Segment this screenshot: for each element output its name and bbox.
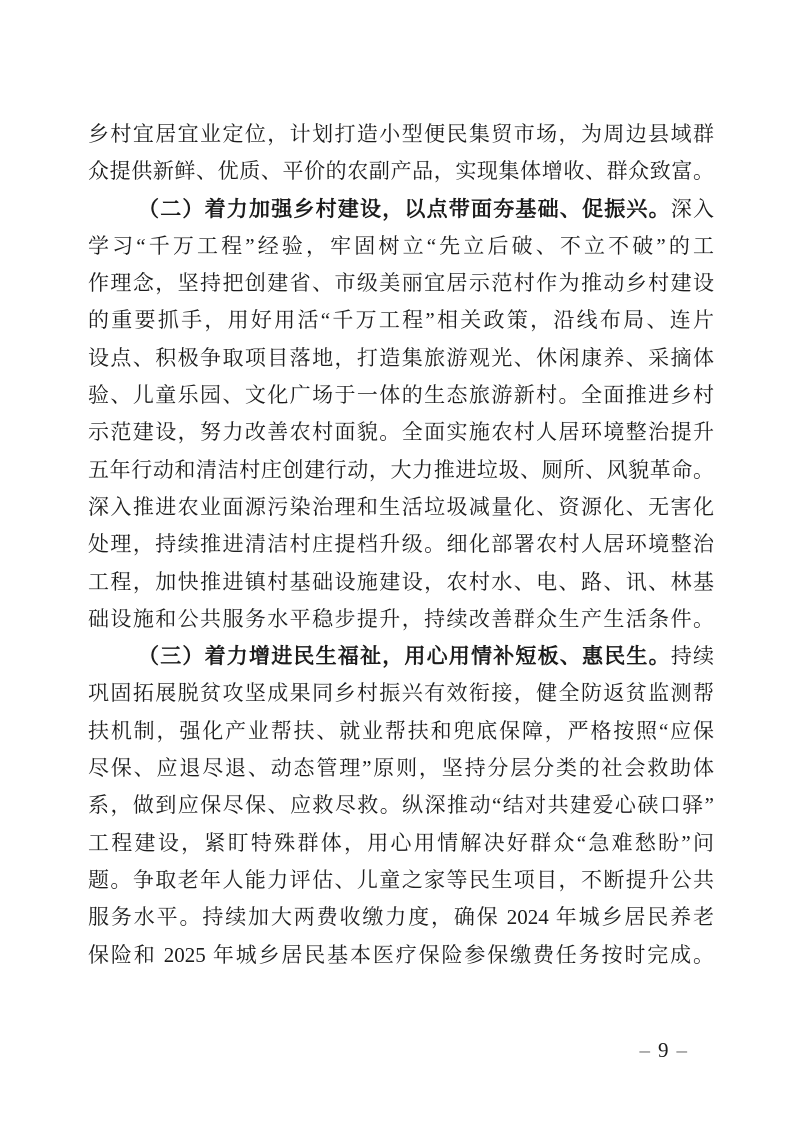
body-text: 乡村宜居宜业定位，计划打造小型便民集贸市场，为周边县域群 [88, 122, 714, 146]
body-text: 持续 [670, 644, 714, 669]
text-line [88, 116, 714, 153]
body-text: 服务水平。持续加大两费收缴力度，确保 2024 年城乡居民养老 [88, 905, 714, 930]
text-line [88, 825, 714, 862]
body-text: 五年行动和清洁村庄创建行动，大力推进垃圾、厕所、风貌革命。 [88, 457, 714, 482]
text-line [88, 937, 714, 974]
section-heading-text: （三）着力增进民生福祉，用心用情补短板、惠民生。 [138, 644, 671, 669]
text-line [88, 489, 714, 526]
text-line [88, 638, 714, 675]
text-line [88, 601, 714, 638]
text-line [88, 414, 714, 451]
body-text: 众提供新鲜、优质、平价的农副产品，实现集体增收、群众致富。 [88, 159, 714, 184]
body-text: 深入 [670, 196, 714, 221]
body-text: 作理念，坚持把创建省、市级美丽宜居示范村作为推动乡村建设 [88, 271, 714, 296]
text-line [88, 787, 714, 824]
text-line [88, 228, 714, 265]
body-text: 设点、积极争取项目落地，打造集旅游观光、休闲康养、采摘体 [88, 345, 714, 370]
page-number: 9 [658, 1038, 670, 1062]
page-number-dash-right: – [676, 1038, 688, 1062]
text-line [88, 675, 714, 712]
text-line [88, 153, 714, 190]
body-text: 的重要抓手，用好用活“千万工程”相关政策，沿线布局、连片 [88, 308, 714, 333]
body-text: 学习“千万工程”经验，牢固树立“先立后破、不立不破”的工 [88, 233, 714, 258]
page-number-dash-left: – [639, 1038, 651, 1062]
text-line [88, 191, 714, 228]
text-line [88, 265, 714, 302]
text-line [88, 377, 714, 414]
document-body [88, 116, 714, 974]
text-line [88, 526, 714, 563]
body-text: 处理，持续推进清洁村庄提档升级。细化部署农村人居环境整治 [88, 532, 714, 557]
body-text: 尽保、应退尽退、动态管理”原则，坚持分层分类的社会救助体 [88, 756, 714, 781]
body-text: 示范建设，努力改善农村面貌。全面实施农村人居环境整治提升 [88, 420, 714, 445]
body-text: 系，做到应保尽保、应救尽救。纵深推动“结对共建爱心硖口驿” [88, 793, 714, 818]
text-line [88, 713, 714, 750]
section-heading-text: （二）着力加强乡村建设，以点带面夯基础、促振兴。 [138, 196, 671, 221]
text-line [88, 452, 714, 489]
body-text: 础设施和公共服务水平稳步提升，持续改善群众生产生活条件。 [88, 606, 714, 631]
body-text: 题。争取老年人能力评估、儿童之家等民生项目，不断提升公共 [88, 867, 714, 892]
text-line [88, 302, 714, 339]
text-line [88, 862, 714, 899]
text-line [88, 340, 714, 377]
body-text: 工程建设，紧盯特殊群体，用心用情解决好群众“急难愁盼”问 [88, 830, 714, 855]
body-text: 巩固拓展脱贫攻坚成果同乡村振兴有效衔接，健全防返贫监测帮 [88, 681, 714, 706]
text-line [88, 750, 714, 787]
page-footer [633, 1038, 696, 1063]
body-text: 验、儿童乐园、文化广场于一体的生态旅游新村。全面推进乡村 [88, 383, 714, 408]
text-line [88, 564, 714, 601]
body-text: 保险和 2025 年城乡居民基本医疗保险参保缴费任务按时完成。 [88, 942, 714, 967]
text-line [88, 899, 714, 936]
body-text: 工程，加快推进镇村基础设施建设，农村水、电、路、讯、林基 [88, 569, 714, 594]
body-text: 扶机制，强化产业帮扶、就业帮扶和兜底保障，严格按照“应保 [88, 718, 714, 743]
body-text: 深入推进农业面源污染治理和生活垃圾减量化、资源化、无害化 [88, 494, 714, 519]
